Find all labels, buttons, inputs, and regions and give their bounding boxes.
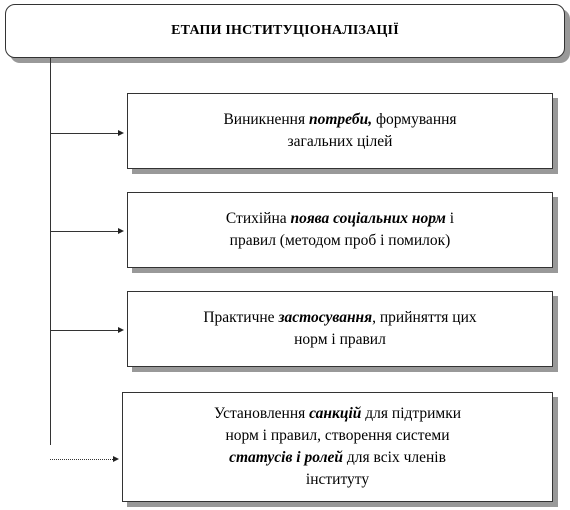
step-text: загальних цілей — [287, 133, 393, 150]
arrow-1 — [118, 130, 124, 136]
step-text: Практичне — [203, 309, 279, 326]
step-text: норм і правил — [294, 331, 386, 348]
step-keyword: санкцій — [309, 405, 362, 422]
step-text: Виникнення — [223, 111, 309, 128]
step-text: правил (методом проб і помилок) — [229, 232, 451, 249]
step-box-2 — [127, 192, 553, 268]
arrow-3 — [118, 327, 124, 333]
connector-trunk — [50, 58, 51, 445]
step-keyword: застосування — [278, 309, 373, 326]
step-line — [128, 208, 552, 230]
step-text: норм і правил, створення системи — [225, 427, 450, 444]
step-text: для підтримки — [361, 405, 462, 422]
step-keyword: поява соціальних норм — [290, 210, 446, 227]
step-box-3 — [127, 291, 553, 367]
step-line — [128, 131, 552, 153]
step-text: інституту — [305, 471, 370, 488]
step-text: формування — [372, 111, 457, 128]
step-line — [128, 307, 552, 329]
step-line — [128, 230, 552, 252]
step-line — [123, 425, 552, 447]
step-box-4 — [122, 392, 553, 502]
step-text: Установлення — [213, 405, 310, 422]
step-box-1 — [127, 93, 553, 169]
step-line — [123, 447, 552, 469]
step-line — [123, 403, 552, 425]
step-keyword: потреби, — [308, 111, 373, 128]
title-box — [5, 4, 565, 58]
arrow-2 — [118, 228, 124, 234]
step-text: , прийняття цих — [372, 309, 477, 326]
arrow-4 — [113, 456, 119, 462]
step-text: для всіх членів — [343, 449, 446, 466]
connector-branch-4 — [50, 459, 115, 460]
diagram-title: ЕТАПИ ІНСТИТУЦІОНАЛІЗАЦІЇ — [171, 23, 399, 38]
step-text: Стихійна — [225, 210, 291, 227]
connector-branch-2 — [50, 231, 120, 232]
connector-branch-3 — [50, 330, 120, 331]
connector-branch-1 — [50, 133, 120, 134]
step-text: і — [445, 210, 455, 227]
step-line — [128, 109, 552, 131]
step-line — [123, 469, 552, 491]
step-line — [128, 329, 552, 351]
step-keyword: статусів і ролей — [229, 449, 344, 466]
